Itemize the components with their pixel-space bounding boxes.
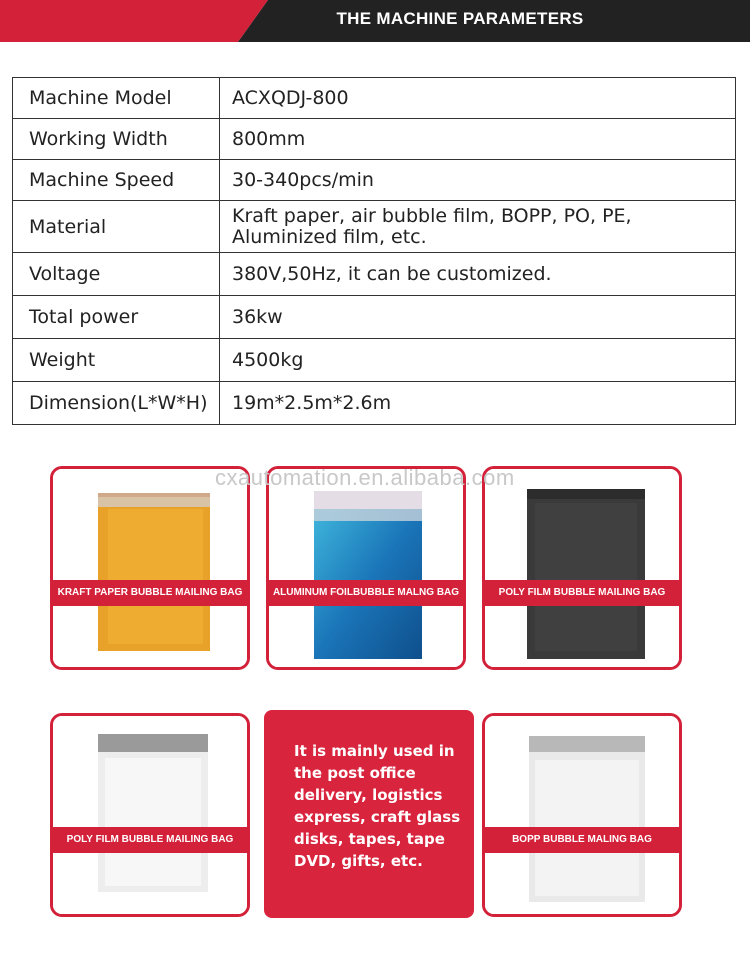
info-line: disks, tapes, tape <box>294 830 445 848</box>
product-caption: POLY FILM BUBBLE MAILING BAG <box>485 580 679 606</box>
parameters-table <box>12 77 736 425</box>
table-row <box>13 339 736 382</box>
info-line: the post office <box>294 764 416 782</box>
info-line: DVD, gifts, etc. <box>294 852 423 870</box>
param-value: 36kw <box>220 296 736 339</box>
table-row <box>13 253 736 296</box>
page-title: THE MACHINE PARAMETERS <box>336 9 584 28</box>
param-label: Working Width <box>13 119 220 160</box>
param-value: 380V,50Hz, it can be customized. <box>220 253 736 296</box>
param-label: Voltage <box>13 253 220 296</box>
info-line: It is mainly used in <box>294 742 455 760</box>
header-banner <box>0 0 750 42</box>
param-value-line: Aluminized film, etc. <box>232 225 427 248</box>
product-caption: KRAFT PAPER BUBBLE MAILING BAG <box>53 580 247 606</box>
param-value: ACXQDJ-800 <box>220 78 736 119</box>
table-row <box>13 201 736 253</box>
param-label: Total power <box>13 296 220 339</box>
watermark: cxautomation.en.alibaba.com <box>215 465 515 490</box>
kraft-bag-image <box>53 469 247 667</box>
product-caption: ALUMINUM FOILBUBBLE MALNG BAG <box>269 580 463 606</box>
product-caption: BOPP BUBBLE MALING BAG <box>485 827 679 853</box>
usage-info-card <box>264 710 474 918</box>
aluminum-bag-image <box>269 469 463 667</box>
product-caption: POLY FILM BUBBLE MAILING BAG <box>53 827 247 853</box>
product-card-bopp <box>482 713 682 917</box>
table-row <box>13 78 736 119</box>
param-value: 19m*2.5m*2.6m <box>220 382 736 425</box>
param-value-line: Kraft paper, air bubble film, BOPP, PO, PE, <box>232 204 632 227</box>
black-poly-bag-image <box>485 469 679 667</box>
info-line: delivery, logistics <box>294 786 443 804</box>
info-line: express, craft glass <box>294 808 461 826</box>
product-card-aluminum <box>266 466 466 670</box>
param-label: Material <box>13 201 220 253</box>
param-label: Machine Model <box>13 78 220 119</box>
param-label: Machine Speed <box>13 160 220 201</box>
param-value: 4500kg <box>220 339 736 382</box>
param-label: Weight <box>13 339 220 382</box>
param-value: 800mm <box>220 119 736 160</box>
usage-info-text <box>294 740 464 872</box>
param-label: Dimension(L*W*H) <box>13 382 220 425</box>
param-value <box>220 201 736 253</box>
table-row <box>13 119 736 160</box>
product-card-poly-white <box>50 713 250 917</box>
bopp-bag-image <box>485 716 679 914</box>
table-row <box>13 160 736 201</box>
white-poly-bag-image <box>53 716 247 914</box>
table-row <box>13 296 736 339</box>
product-card-kraft <box>50 466 250 670</box>
table-row <box>13 382 736 425</box>
product-card-poly-black <box>482 466 682 670</box>
param-value: 30-340pcs/min <box>220 160 736 201</box>
